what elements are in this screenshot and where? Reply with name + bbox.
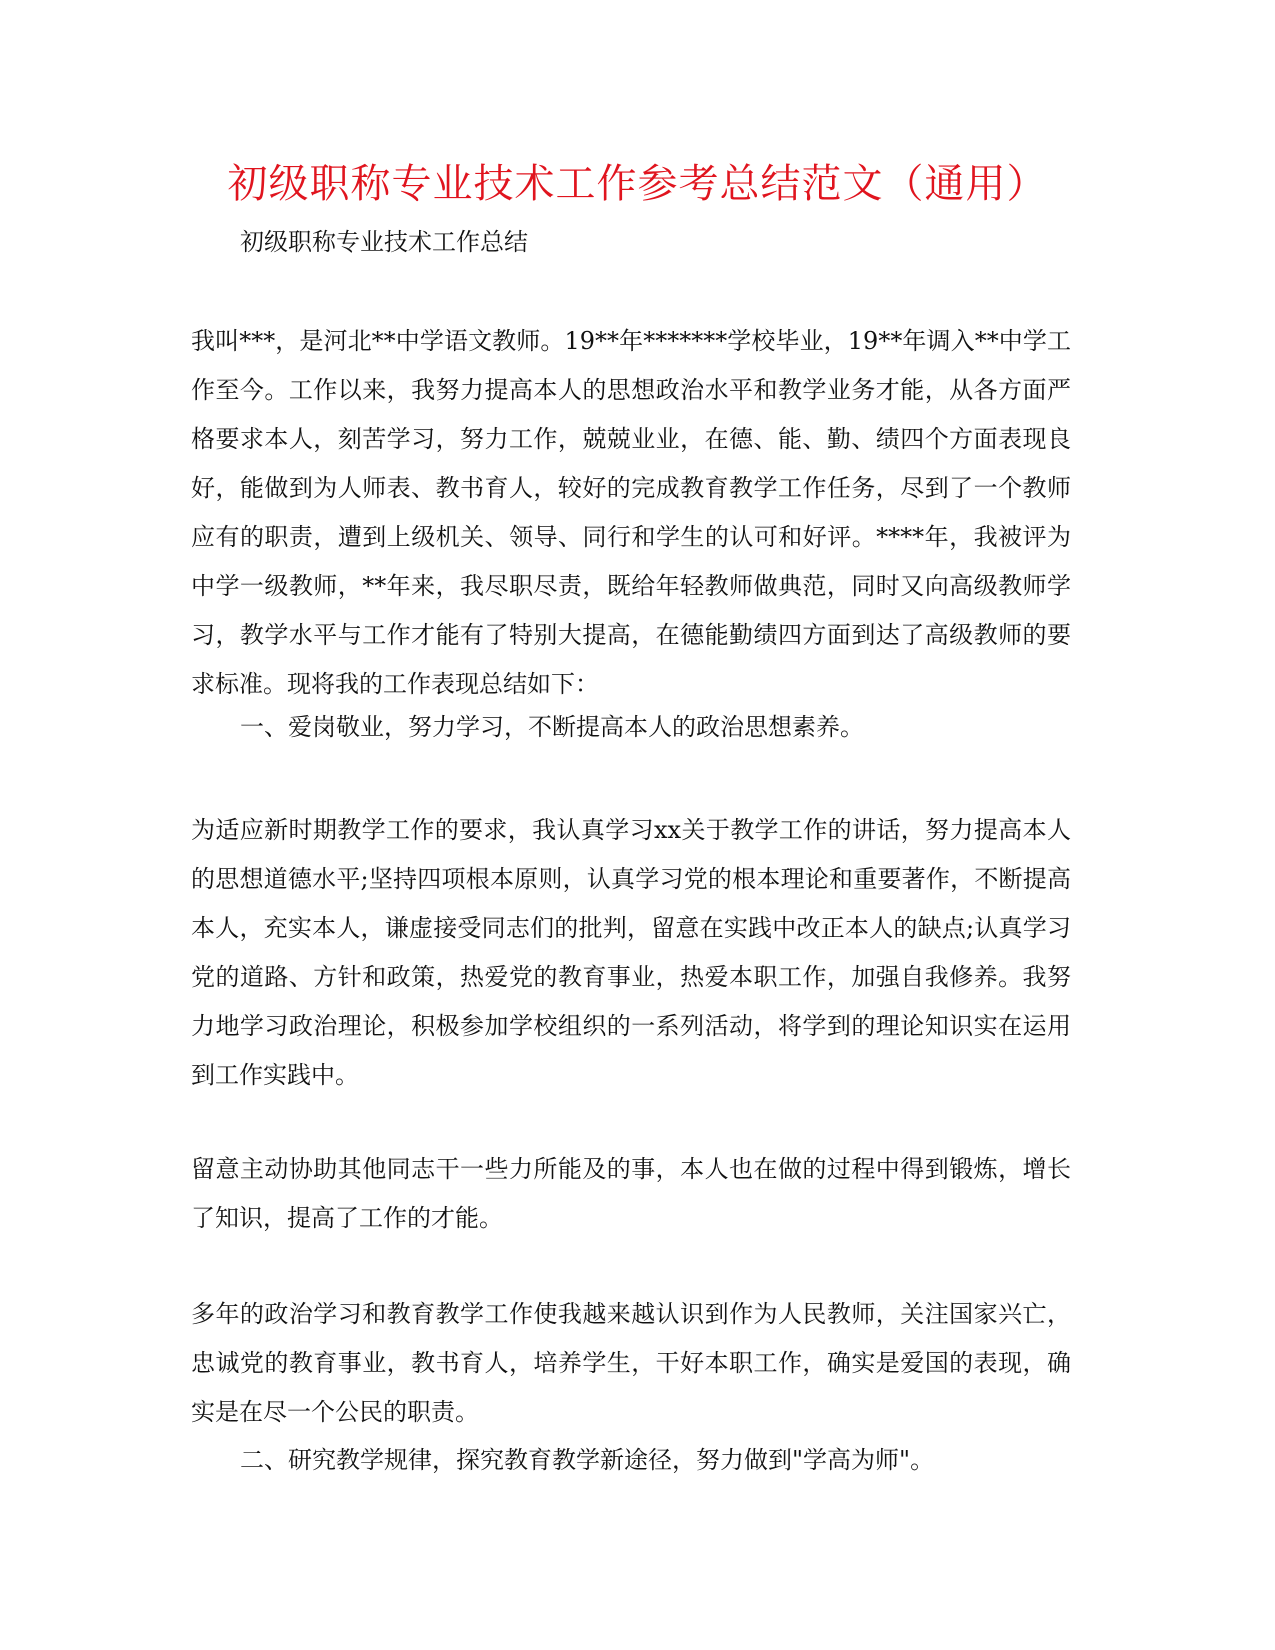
document-title: 初级职称专业技术工作参考总结范文（通用） — [227, 161, 1048, 207]
paragraph-intro: 我叫***，是河北**中学语文教师。19**年*******学校毕业，19**年调入**中学工作至今。工作以来，我努力提高本人的思想政治水平和教学业务才能，从各方面严格要求本人，刻苦学习，努力工作，兢兢业业，在德、能、勤、绩四个方面表现良好，能做到为人师表、教书育人，较好的完成教育教学工作任务，尽到了一个教师应有的职责，遭到上级机关、领导、同行和学生的认可和好评。****年，我被评为中学一级教师，**年来，我尽职尽责，既给年轻教师做典范，同时又向高级教师学习，教学水平与工作才能有了特别大提高，在德能勤绩四方面到达了高级教师的要求标准。现将我的工作表现总结如下： — [191, 327, 1071, 698]
section-heading-1: 一、爱岗敬业，努力学习，不断提高本人的政治思想素养。 — [240, 713, 864, 741]
paragraph-study: 为适应新时期教学工作的要求，我认真学习xx关于教学工作的讲话，努力提高本人的思想道德水平;坚持四项根本原则，认真学习党的根本理论和重要著作，不断提高本人，充实本人，谦虚接受同志们的批判，留意在实践中改正本人的缺点;认真学习党的道路、方针和政策，热爱党的教育事业，热爱本职工作，加强自我修养。我努力地学习政治理论，积极参加学校组织的一系列活动，将学到的理论知识实在运用到工作实践中。 — [191, 816, 1071, 1089]
document-subtitle: 初级职称专业技术工作总结 — [240, 228, 528, 256]
section-heading-2: 二、研究教学规律，探究教育教学新途径，努力做到"学高为师"。 — [240, 1446, 935, 1474]
paragraph-patriotism: 多年的政治学习和教育教学工作使我越来越认识到作为人民教师，关注国家兴亡，忠诚党的教育事业，教书育人，培养学生，干好本职工作，确实是爱国的表现，确实是在尽一个公民的职责。 — [191, 1300, 1071, 1426]
paragraph-help: 留意主动协助其他同志干一些力所能及的事，本人也在做的过程中得到锻炼，增长了知识，提高了工作的才能。 — [191, 1155, 1071, 1232]
